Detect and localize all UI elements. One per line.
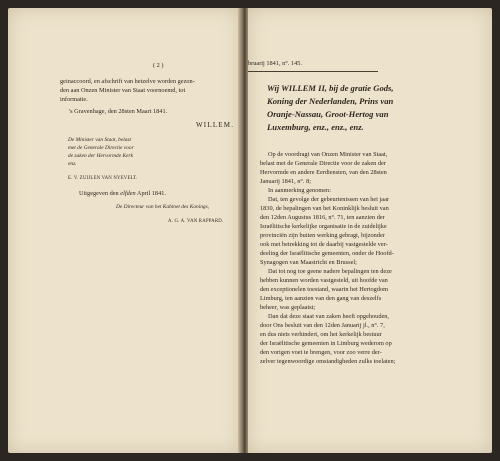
body-line: zelver tegenwoordige omstandigheden zulks toelaten;: [260, 358, 396, 365]
publication-suffix: April 1841.: [136, 190, 166, 197]
body-line: den exceptionelen toestand, waarin het Hertogdom: [260, 286, 388, 293]
body-line: door Ons besluit van den 12den Januarij jl., n°. 7,: [260, 322, 385, 329]
body-line: ook met betrekking tot de daarbij vastgestelde ver-: [260, 241, 388, 248]
right-page: [248, 8, 492, 453]
text-line: informatie.: [60, 96, 88, 103]
decree-heading-line: Oranje-Nassau, Groot-Hertog van: [267, 109, 389, 119]
body-line: Hervormde en andere Eerdiensten, van den 28sten: [260, 169, 387, 176]
body-line: hebben kunnen worden vastgesteld, uit hoofde van: [260, 277, 388, 284]
minister-title-line: De Minister van Staat, belast: [68, 137, 132, 143]
publication-day: elfden: [120, 190, 136, 197]
director-name: A. G. A. VAN RAPPARD.: [168, 219, 224, 224]
minister-title-line: met de Generale Directie voor: [68, 145, 134, 151]
king-signature: WILLEM.: [196, 121, 235, 129]
body-line: Dat, ten gevolge der gebeurtenissen van het jaar: [268, 196, 389, 203]
body-line: belast met de Generale Directie voor de zaken der: [260, 160, 386, 167]
body-line: Op de voordragt van Onzen Minister van Staat,: [268, 151, 388, 158]
body-line: der Israëlitische gemeenten in Limburg wederom op: [260, 340, 392, 347]
decree-heading-line: Koning der Nederlanden, Prins van: [267, 96, 394, 106]
body-line: Israëlitische kerkelijke organisatie in de zuidelijke: [260, 223, 387, 230]
body-line: beheer, was geplaatst;: [260, 304, 316, 311]
body-line: provinciën zijn buiten werking gebragt, bijzonder: [260, 232, 385, 239]
minister-title-line: enz.: [68, 161, 77, 167]
body-line: den vorigen voet te brengen, voor zoo verre der-: [260, 349, 382, 356]
decree-heading-line: Wij WILLEM II, bij de gratie Gods,: [267, 83, 394, 93]
date-line: 's Gravenhage, den 28sten Maart 1841.: [69, 108, 168, 115]
running-head: bruarij 1841, n°. 145.: [248, 60, 302, 67]
minister-name: E. V. ZUIJLEN VAN NYEVELT.: [68, 176, 138, 181]
page-number: ( 2 ): [153, 62, 164, 69]
body-line: deeling der Israëlitische gemeenten, onder de Hoofd-: [260, 250, 394, 257]
body-line: Dan dat deze staat van zaken heeft opgehouden,: [268, 313, 389, 320]
body-line: 1830, de bepalingen van het Koninklijk besluit van: [260, 205, 389, 212]
publication-prefix: Uitgegeven den: [79, 190, 119, 197]
text-line: den aan Onzen Minister van Staat voornoemd, tot: [60, 87, 186, 94]
publication-line: [79, 191, 166, 197]
body-line: Januarij 1841, n°. 8;: [260, 178, 311, 185]
body-line: In aanmerking genomen:: [268, 187, 331, 194]
body-line: en dus niets verhindert, om het kerkelijk bestuur: [260, 331, 382, 338]
text-line: geinaccoord, en afschrift van hetzelve worden gezon-: [60, 78, 195, 85]
body-line: den 12den Augustus 1816, n°. 71, ten aanzien der: [260, 214, 385, 221]
body-line: Limburg, ten aanzien van den gang van deszelfs: [260, 295, 382, 302]
director-title: De Directeur van het Kabinet des Konings,: [116, 204, 210, 210]
decree-heading-line: Luxemburg, enz., enz., enz.: [267, 122, 364, 132]
running-head-rule: [248, 71, 378, 72]
body-line: Dat tot nog toe geene nadere bepalingen ten deze: [268, 268, 392, 275]
minister-title-line: de zaken der Hervormde Kerk: [68, 153, 133, 159]
body-line: Synagogen van Maastricht en Brussel;: [260, 259, 357, 266]
left-page: [8, 8, 240, 453]
